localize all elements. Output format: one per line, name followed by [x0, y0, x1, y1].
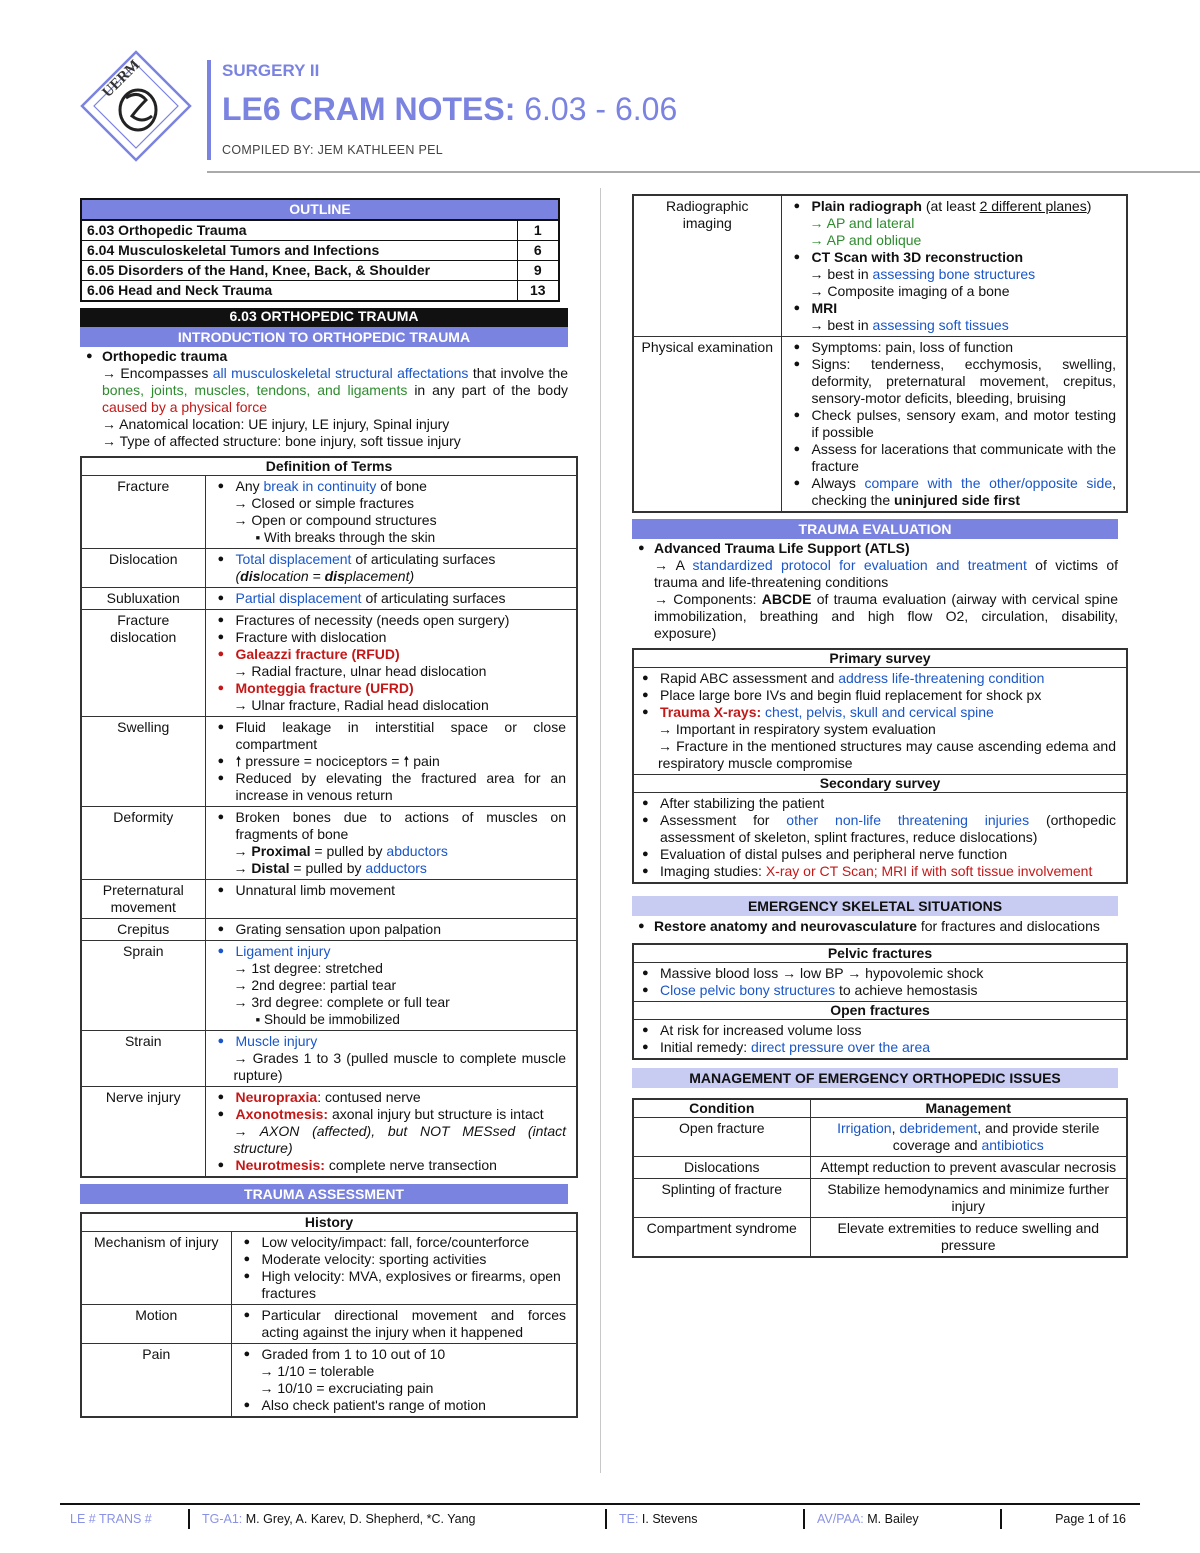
list-item: ● Ligament injury — [212, 943, 567, 960]
uerm-logo — [80, 50, 192, 162]
list-item: ● Assess for lacerations that communicate with the fracture — [788, 441, 1117, 475]
list-item: ● Galeazzi fracture (RFUD) — [212, 646, 567, 663]
intro-encompasses: → Encompasses all musculoskeletal structural affectations that involve the bones, joints, muscles, tendons, and ligaments in any part of the body caused by a physical force — [102, 365, 568, 415]
list-item: ● Check pulses, sensory exam, and motor testing if possible — [788, 407, 1117, 441]
page-footer — [60, 1503, 1140, 1529]
management-header: Management — [810, 1099, 1127, 1118]
list-item: ● Neuropraxia: contused nerve — [212, 1089, 567, 1106]
table-row: Nerve injury ● Neuropraxia: contused nerve ● Axonotmesis: axonal injury but structure is intact → AXON (affected), but NOT MESsed (intact structure) ● Neurotmesis: complete nerve transection — [81, 1087, 577, 1178]
list-item: ● Fracture with dislocation — [212, 629, 567, 646]
left-column — [80, 198, 580, 1418]
list-item: ● Initial remedy: direct pressure over the area — [636, 1039, 1116, 1056]
table-row: Swelling ● Fluid leakage in interstitial space or close compartment ● 🠕 pressure = nociceptors = 🠕 pain ● Reduced by elevating the fractured area for an increase in venous return — [81, 717, 577, 807]
page-header — [80, 50, 1120, 175]
list-item: ● Axonotmesis: axonal injury but structure is intact — [212, 1106, 567, 1123]
exam-table — [632, 194, 1128, 513]
list-item: ● Signs: tenderness, ecchymosis, swelling, deformity, preternatural movement, crepitus, sensory-motor deficits, bleeding, bruising — [788, 356, 1117, 407]
list-item: ● Orthopedic trauma — [80, 348, 568, 365]
definitions-table — [80, 456, 578, 1178]
primary-survey-heading: Primary survey — [633, 649, 1127, 668]
trauma-assessment-heading: TRAUMA ASSESSMENT — [80, 1184, 568, 1204]
footer-separator — [605, 1509, 607, 1529]
list-item: ● Place large bore IVs and begin fluid replacement for shock px — [636, 687, 1116, 704]
footer-le-trans: LE # TRANS # — [70, 1512, 152, 1526]
list-item: ● Imaging studies: X-ray or CT Scan; MRI if with soft tissue involvement — [636, 863, 1116, 880]
outline-row[interactable]: 6.04 Musculoskeletal Tumors and Infections 6 — [81, 241, 559, 261]
list-item: ● Grating sensation upon palpation — [212, 921, 567, 938]
table-row: Fracture dislocation ● Fractures of necessity (needs open surgery) ● Fracture with dislocation ● Galeazzi fracture (RFUD) → Radial fracture, ulnar head dislocation ● Monteggia fracture (UFRD) → Ulnar fracture, Radial head dislocation — [81, 610, 577, 717]
header-accent-bar — [207, 60, 211, 160]
table-row: Dislocation ● Total displacement of articulating surfaces (dislocation = displacement) — [81, 549, 577, 588]
management-table — [632, 1098, 1128, 1258]
condition-header: Condition — [633, 1099, 810, 1118]
list-item: ● Muscle injury — [212, 1033, 567, 1050]
list-item: ● Broken bones due to actions of muscles on fragments of bone — [212, 809, 567, 843]
list-item: ● Assessment for other non-life threatening injuries (orthopedic assessment of skeleton, splint fractures, reduce dislocations) — [636, 812, 1116, 846]
page-number: Page 1 of 16 — [1055, 1512, 1126, 1526]
list-item: ● Moderate velocity: sporting activities — [238, 1251, 567, 1268]
footer-separator — [1000, 1509, 1002, 1529]
list-item: ● Unnatural limb movement — [212, 882, 567, 899]
intro-list — [80, 348, 568, 365]
header-divider — [207, 171, 1200, 173]
footer-separator — [188, 1509, 190, 1529]
list-item: ● Partial displacement of articulating surfaces — [212, 590, 567, 607]
emergency-table — [632, 943, 1128, 1060]
table-row: Dislocations Attempt reduction to prevent avascular necrosis — [633, 1157, 1127, 1179]
page-title: LE6 CRAM NOTES: 6.03 - 6.06 — [222, 91, 678, 127]
intro-anatomical: → Anatomical location: UE injury, LE injury, Spinal injury — [102, 416, 450, 432]
table-row: Crepitus ● Grating sensation upon palpation — [81, 919, 577, 941]
table-row: Physical examination ● Symptoms: pain, loss of function ● Signs: tenderness, ecchymosis, swelling, deformity, preternatural movement, crepitus, sensory-motor deficits, bleeding, bruising ● Check pulses, sensory exam, and motor testing if possible ● Assess for lacerations that communicate with the fracture ● Always compare with the other/opposite side, checking the uninjured side first — [633, 337, 1127, 513]
list-item: ● Close pelvic bony structures to achieve hemostasis — [636, 982, 1116, 999]
list-item: ● Always compare with the other/opposite side, checking the uninjured side first — [788, 475, 1117, 509]
list-item: ● High velocity: MVA, explosives or firearms, open fractures — [238, 1268, 567, 1302]
footer-av: AV/PAA: M. Bailey — [817, 1512, 919, 1526]
history-heading: History — [81, 1213, 577, 1232]
list-item: ● Plain radiograph (at least 2 different planes) — [788, 198, 1117, 215]
table-row: Splinting of fracture Stabilize hemodynamics and minimize further injury — [633, 1179, 1127, 1218]
outline-row[interactable]: 6.05 Disorders of the Hand, Knee, Back, & Shoulder 9 — [81, 261, 559, 281]
list-item: ● MRI — [788, 300, 1117, 317]
table-row: Pain ● Graded from 1 to 10 out of 10 → 1/10 = tolerable → 10/10 = excruciating pain ● Also check patient's range of motion — [81, 1344, 577, 1418]
list-item: ● At risk for increased volume loss — [636, 1022, 1116, 1039]
table-row: Sprain ● Ligament injury → 1st degree: stretched → 2nd degree: partial tear → 3rd degree: complete or full tear ▪ Should be immobilized — [81, 941, 577, 1031]
intro-heading: INTRODUCTION TO ORTHOPEDIC TRAUMA — [80, 327, 568, 347]
footer-tg: TG-A1: M. Grey, A. Karev, D. Shepherd, *C. Yang — [202, 1512, 476, 1526]
pelvic-fractures-heading: Pelvic fractures — [633, 944, 1127, 963]
emergency-heading: EMERGENCY SKELETAL SITUATIONS — [632, 896, 1118, 916]
list-item: ● Total displacement of articulating surfaces (dislocation = displacement) — [212, 551, 567, 585]
list-item: ● Any break in continuity of bone — [212, 478, 567, 495]
table-row: Motion ● Particular directional movement and forces acting against the injury when it happened — [81, 1305, 577, 1344]
list-item: ● Restore anatomy and neurovasculature for fractures and dislocations — [632, 918, 1118, 935]
table-row: Preternatural movement ● Unnatural limb movement — [81, 880, 577, 919]
list-item: ● Monteggia fracture (UFRD) — [212, 680, 567, 697]
list-item: ● Neurotmesis: complete nerve transection — [212, 1157, 567, 1174]
trauma-evaluation-heading: TRAUMA EVALUATION — [632, 519, 1118, 539]
history-table — [80, 1212, 578, 1418]
svg-text:UERM: UERM — [99, 57, 144, 101]
definitions-heading: Definition of Terms — [81, 457, 577, 476]
open-fractures-heading: Open fractures — [633, 1002, 1127, 1020]
list-item: ● Fractures of necessity (needs open surgery) — [212, 612, 567, 629]
section-title: 6.03 ORTHOPEDIC TRAUMA — [80, 308, 568, 327]
list-item: ● Particular directional movement and forces acting against the injury when it happened — [238, 1307, 567, 1341]
list-item: ● Evaluation of distal pulses and peripheral nerve function — [636, 846, 1116, 863]
secondary-survey-heading: Secondary survey — [633, 775, 1127, 793]
list-item: ● Rapid ABC assessment and address life-threatening condition — [636, 670, 1116, 687]
list-item: ● Low velocity/impact: fall, force/counterforce — [238, 1234, 567, 1251]
subject-label: SURGERY II — [222, 61, 320, 80]
list-item: ● CT Scan with 3D reconstruction — [788, 249, 1117, 266]
table-row: Subluxation ● Partial displacement of articulating surfaces — [81, 588, 577, 610]
table-row: Compartment syndrome Elevate extremities to reduce swelling and pressure — [633, 1218, 1127, 1258]
footer-te: TE: I. Stevens — [619, 1512, 698, 1526]
table-row: Mechanism of injury ● Low velocity/impact: fall, force/counterforce ● Moderate velocity: sporting activities ● High velocity: MVA, explosives or firearms, open fractures — [81, 1232, 577, 1305]
table-row: Strain ● Muscle injury → Grades 1 to 3 (pulled muscle to complete muscle rupture) — [81, 1031, 577, 1087]
list-item: ● Trauma X-rays: chest, pelvis, skull and cervical spine — [636, 704, 1116, 721]
table-row: Radiographic imaging ● Plain radiograph (at least 2 different planes) → AP and lateral → AP and oblique ● CT Scan with 3D reconstruction → best in assessing bone structures → Composite imaging of a bone ● MRI → best in assessing soft tissues — [633, 195, 1127, 337]
outline-row[interactable]: 6.06 Head and Neck Trauma 13 — [81, 281, 559, 302]
list-item: ● Symptoms: pain, loss of function — [788, 339, 1117, 356]
footer-separator — [803, 1509, 805, 1529]
intro-type: → Type of affected structure: bone injury, soft tissue injury — [102, 433, 461, 449]
table-row: Fracture ● Any break in continuity of bone → Closed or simple fractures → Open or compound structures ▪ With breaks through the skin — [81, 476, 577, 549]
table-row: Deformity ● Broken bones due to actions of muscles on fragments of bone → Proximal = pulled by abductors → Distal = pulled by adductors — [81, 807, 577, 880]
primary-survey-table: Primary survey ● Rapid ABC assessment and address life-threatening condition ● Place large bore IVs and begin fluid replacement for shock px ● Trauma X-rays: chest, pelvis, skull and cervical spine → Important in respiratory system evaluation → Fracture in the mentioned structures may cause ascending edema and respiratory muscle compromise Secondary survey ● After stabilizing the patient ● Assessment for other non-life threatening injuries (orthopedic assessment of skeleton, splint fractures, reduce dislocations) ● Evaluation of distal pulses and peripheral nerve function ● Imaging studies: X-ray or CT Scan; MRI if with soft tissue involvement — [632, 648, 1128, 884]
outline-heading: OUTLINE — [81, 199, 559, 220]
column-divider — [600, 188, 601, 1473]
management-heading: MANAGEMENT OF EMERGENCY ORTHOPEDIC ISSUES — [632, 1068, 1118, 1088]
list-item: ● Advanced Trauma Life Support (ATLS) — [632, 540, 1118, 557]
list-item: ● Graded from 1 to 10 out of 10 — [238, 1346, 567, 1363]
list-item: ● Fluid leakage in interstitial space or close compartment — [212, 719, 567, 753]
outline-table — [80, 198, 560, 302]
list-item: ● After stabilizing the patient — [636, 795, 1116, 812]
list-item: ● Massive blood loss → low BP → hypovolemic shock — [636, 965, 1116, 982]
right-column: Radiographic imaging ● Plain radiograph (at least 2 different planes) → AP and lateral → AP and oblique ● CT Scan with 3D reconstruction → best in assessing bone structures → Composite imaging of a bone ● MRI → best in assessing soft tissues Physical examination ● Symptoms: pain, loss of function ● Signs: tenderness, ecchymosis, swelling, deformity, preternatural movement, crepitus, sensory-motor deficits, bleeding, bruising ● Check pulses, sensory exam, and motor testing if possible ● Assess for lacerations that communicate with the fracture ● Always compare with the other/opposite side, checking the uninjured side first TRAUMA EVALUATION ● Advanced Trauma Life Support (ATLS) → A standardized protocol for evaluation and treatment of victims of trauma and life-threatening conditions → Components: ABCDE of trauma evaluation (airway with cervical spine immobilization, breathing and high flow O2, circulation, disability, exposure) Primary survey ● Rapid ABC assessment and address life-threatening condition ● Place large bore IVs and begin fluid replacement for shock px ● Trauma X-rays: chest, pelvis, skull and cervical spine → Important in respiratory system evaluation → Fracture in the mentioned structures may cause ascending edema and respiratory muscle compromise Secondary survey ● After stabilizing the patient ● Assessment for other non-life threatening injuries (orthopedic assessment of skeleton, splint fractures, reduce dislocations) ● Evaluation of distal pulses and peripheral nerve function ● Imaging studies: X-ray or CT Scan; MRI if with soft tissue involvement EMERGENCY SKELETAL SITUATIONS ● Restore anatomy and neurovasculature for fractures and dislocations Pelvic fractures ● Massive blood loss → low BP → hypovolemic shock ● Close pelvic bony structures to achieve hemostasis Open fractures ● At risk for increased volume loss ● Initial remedy: direct pressure over the area MANAGEMENT OF EMERGENCY ORTHOPEDIC ISSUES Condition Management Open fracture Irrigation, debridement, and provide sterile coverage and antibiotics Dislocations Attempt reduction to prevent avascular necrosis Splinting of fracture Stabilize hemodynamics and minimize further injury Compartment syndrome Elevate extremities to reduce swelling and pressure — [632, 194, 1130, 1258]
list-item: ● Also check patient's range of motion — [238, 1397, 567, 1414]
compiled-by: COMPILED BY: JEM KATHLEEN PEL — [222, 143, 444, 157]
outline-row[interactable]: 6.03 Orthopedic Trauma 1 — [81, 220, 559, 241]
list-item: ● 🠕 pressure = nociceptors = 🠕 pain — [212, 753, 567, 770]
table-row: Open fracture Irrigation, debridement, and provide sterile coverage and antibiotics — [633, 1118, 1127, 1157]
list-item: ● Reduced by elevating the fractured area for an increase in venous return — [212, 770, 567, 804]
